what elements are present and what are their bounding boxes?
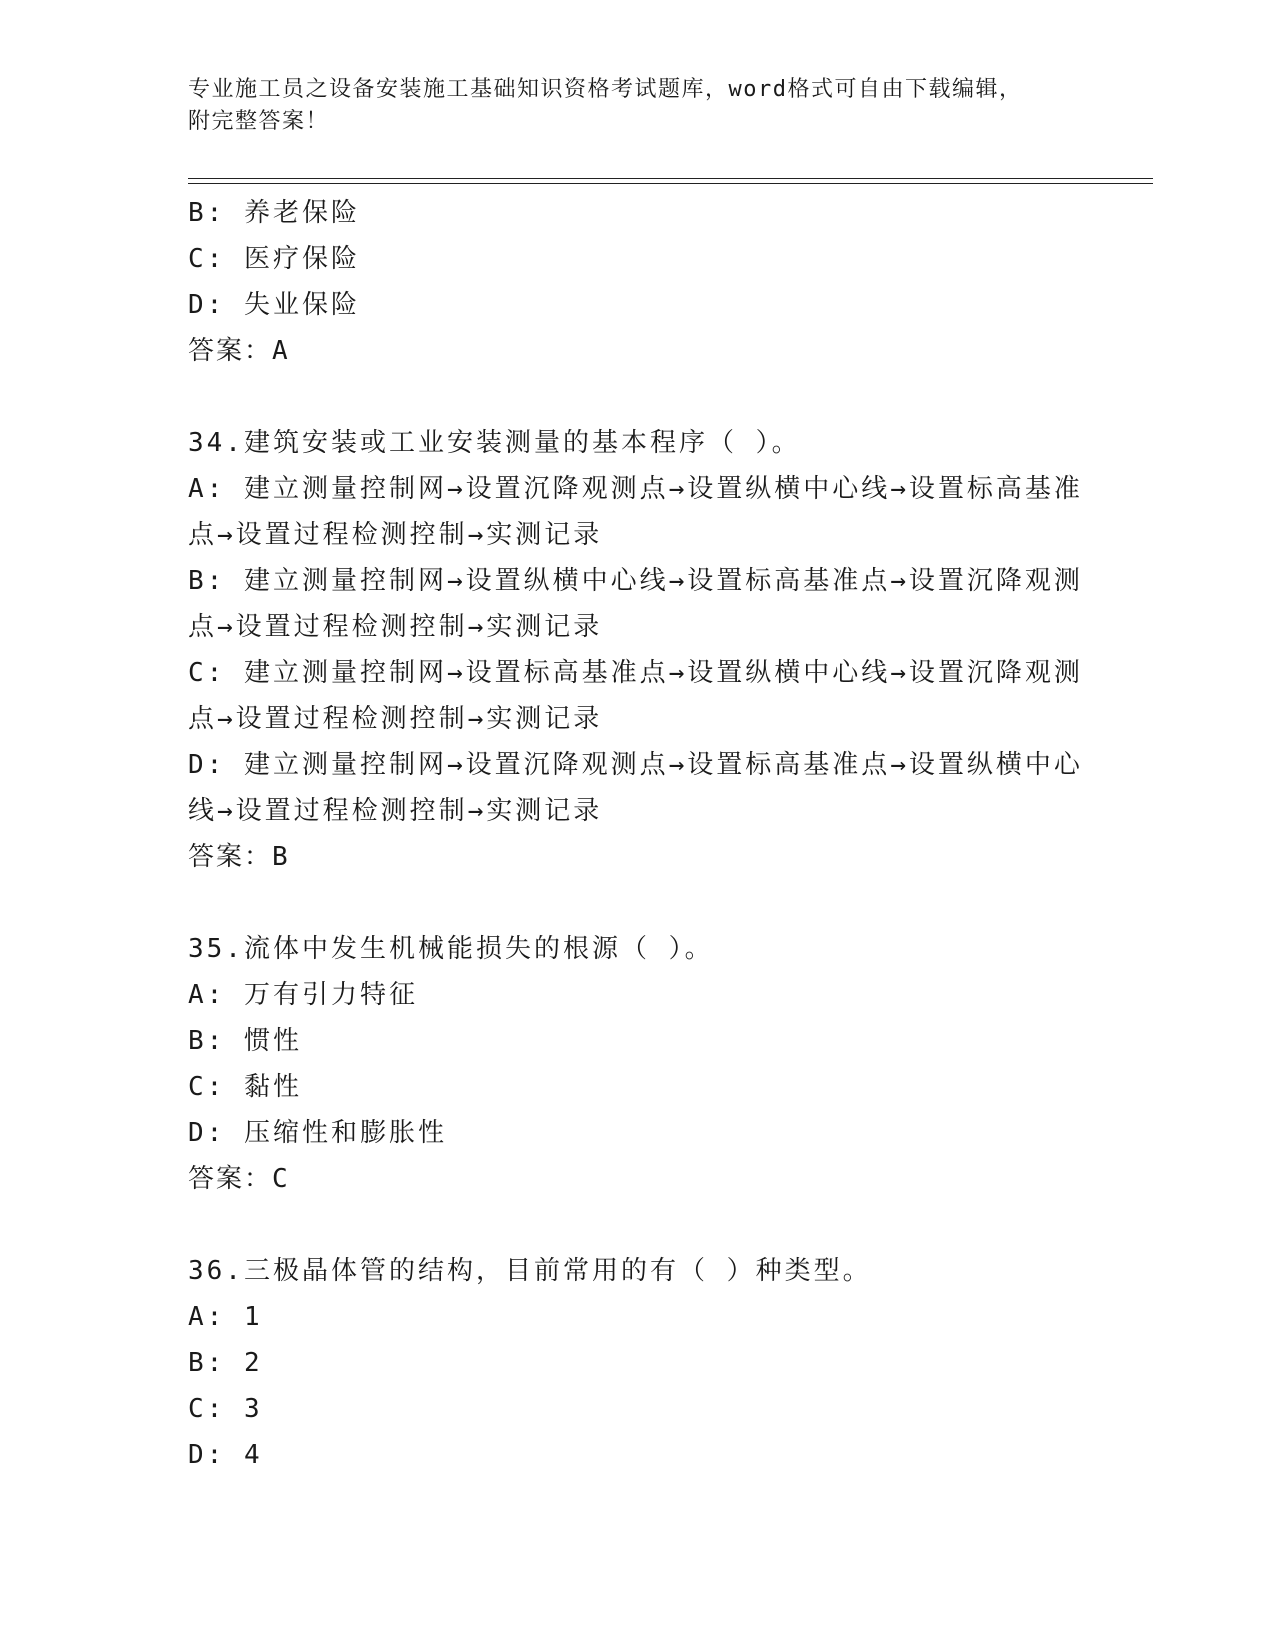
option-d: D: 压缩性和膨胀性 bbox=[188, 1118, 447, 1148]
option-c: C: 建立测量控制网→设置标高基准点→设置纵横中心线→设置沉降观测点→设置过程检测控制→实测记录 bbox=[188, 658, 1083, 734]
option-a: A: 万有引力特征 bbox=[188, 980, 418, 1010]
answer-label: 答案：B bbox=[188, 842, 290, 872]
option-b: B: 2 bbox=[188, 1348, 263, 1378]
question-35-block bbox=[188, 926, 1088, 1202]
option-c: C: 黏性 bbox=[188, 1072, 302, 1102]
header-title-line-2: 附完整答案！ bbox=[188, 109, 330, 134]
option-d: D: 4 bbox=[188, 1440, 263, 1470]
option-d: D: 失业保险 bbox=[188, 290, 360, 320]
option-a: A: 1 bbox=[188, 1302, 263, 1332]
question-text: 34.建筑安装或工业安装测量的基本程序（ ）。 bbox=[188, 428, 801, 458]
header-divider-top bbox=[188, 178, 1153, 179]
option-b: B: 养老保险 bbox=[188, 198, 360, 228]
document-header bbox=[188, 74, 1068, 138]
question-text: 35.流体中发生机械能损失的根源（ ）。 bbox=[188, 934, 714, 964]
answer-label: 答案：C bbox=[188, 1164, 290, 1194]
question-36-block bbox=[188, 1248, 1088, 1478]
option-d: D: 建立测量控制网→设置沉降观测点→设置标高基准点→设置纵横中心线→设置过程检测控制→实测记录 bbox=[188, 750, 1083, 826]
option-b: B: 惯性 bbox=[188, 1026, 302, 1056]
question-34-block bbox=[188, 420, 1088, 880]
question-content bbox=[188, 190, 1088, 1524]
option-b: B: 建立测量控制网→设置纵横中心线→设置标高基准点→设置沉降观测点→设置过程检测控制→实测记录 bbox=[188, 566, 1083, 642]
option-a: A: 建立测量控制网→设置沉降观测点→设置纵横中心线→设置标高基准点→设置过程检测控制→实测记录 bbox=[188, 474, 1083, 550]
question-33-block bbox=[188, 190, 1088, 374]
header-title-line-1: 专业施工员之设备安装施工基础知识资格考试题库，word格式可自由下载编辑， bbox=[188, 77, 1023, 102]
option-c: C: 医疗保险 bbox=[188, 244, 360, 274]
question-text: 36.三极晶体管的结构，目前常用的有（ ）种类型。 bbox=[188, 1256, 872, 1286]
answer-label: 答案：A bbox=[188, 336, 290, 366]
option-c: C: 3 bbox=[188, 1394, 263, 1424]
header-divider-bottom bbox=[188, 183, 1153, 184]
